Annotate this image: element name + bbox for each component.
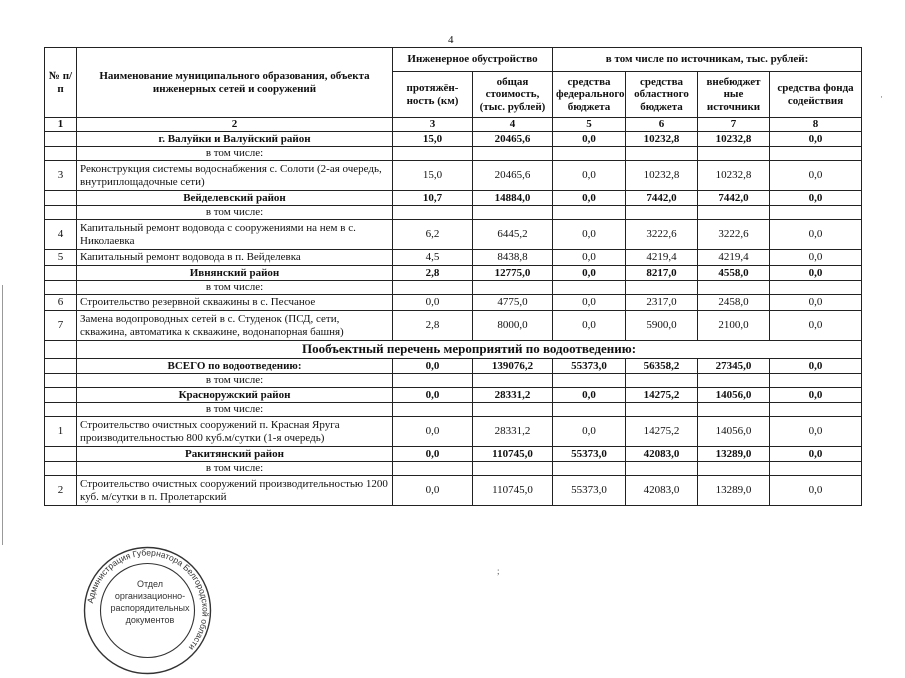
empty-cell — [770, 403, 862, 417]
length-cell: 0,0 — [393, 417, 473, 447]
offbudget-cell: 2100,0 — [698, 311, 770, 341]
fund-cell: 0,0 — [770, 191, 862, 206]
total-cost-cell: 12775,0 — [473, 266, 553, 281]
subheading-row — [45, 281, 862, 295]
header-colnum-3: 3 — [393, 118, 473, 132]
header-colnum-6: 6 — [626, 118, 698, 132]
item-name: Замена водопроводных сетей в с. Студенок (ПСД, сети, скважина, автоматика к скважине, водонапорная башня) — [77, 311, 393, 341]
empty-cell — [393, 281, 473, 295]
empty-cell — [393, 374, 473, 388]
subheading-label: в том числе: — [77, 403, 393, 417]
offbudget-cell: 10232,8 — [698, 161, 770, 191]
federal-cell: 0,0 — [553, 161, 626, 191]
header-federal: средства федерального бюджета — [553, 72, 626, 118]
empty-cell — [698, 147, 770, 161]
length-cell: 4,5 — [393, 250, 473, 266]
federal-cell: 55373,0 — [553, 359, 626, 374]
scan-edge-line — [2, 285, 3, 545]
fund-cell: 0,0 — [770, 250, 862, 266]
empty-cell — [698, 206, 770, 220]
length-cell: 10,7 — [393, 191, 473, 206]
length-cell: 0,0 — [393, 476, 473, 506]
stamp-ring-text: Администрация Губернатора Белгородской области — [84, 547, 211, 653]
length-cell: 15,0 — [393, 132, 473, 147]
fund-cell: 0,0 — [770, 359, 862, 374]
empty-cell — [393, 462, 473, 476]
district-row — [45, 388, 862, 403]
empty-cell — [553, 462, 626, 476]
row-num: 2 — [45, 476, 77, 506]
district-name: Вейделевский район — [77, 191, 393, 206]
fund-cell: 0,0 — [770, 161, 862, 191]
row-num — [45, 359, 77, 374]
regional-cell: 10232,8 — [626, 132, 698, 147]
stamp-line-2: организационно- — [114, 591, 186, 601]
federal-cell: 0,0 — [553, 220, 626, 250]
header-colnum-7: 7 — [698, 118, 770, 132]
regional-cell: 42083,0 — [626, 447, 698, 462]
length-cell: 0,0 — [393, 388, 473, 403]
empty-cell — [553, 147, 626, 161]
header-total: общая стоимость, (тыс. рублей) — [473, 72, 553, 118]
header-name: Наименование муниципального образования, объекта инженерных сетей и сооружений — [77, 48, 393, 118]
regional-cell: 10232,8 — [626, 161, 698, 191]
empty-cell — [770, 206, 862, 220]
section-row — [45, 341, 862, 359]
row-num: 5 — [45, 250, 77, 266]
row-num: 7 — [45, 311, 77, 341]
section-title: Пообъектный перечень мероприятий по водоотведению: — [77, 341, 862, 359]
empty-cell — [626, 403, 698, 417]
subheading-row — [45, 147, 862, 161]
federal-cell: 0,0 — [553, 311, 626, 341]
stamp-line-3: распорядительных — [110, 603, 190, 613]
scan-dot: · — [880, 92, 883, 102]
empty-cell — [626, 374, 698, 388]
length-cell: 0,0 — [393, 447, 473, 462]
district-name: Ивнянский район — [77, 266, 393, 281]
item-row — [45, 250, 862, 266]
offbudget-cell: 14056,0 — [698, 388, 770, 403]
row-num — [45, 206, 77, 220]
item-row — [45, 476, 862, 506]
header-offbudget: внебюджет ные источники — [698, 72, 770, 118]
district-row — [45, 266, 862, 281]
federal-cell: 0,0 — [553, 295, 626, 311]
length-cell: 0,0 — [393, 359, 473, 374]
offbudget-cell: 14056,0 — [698, 417, 770, 447]
item-name: Реконструкция системы водоснабжения с. Солоти (2-ая очередь, внутриплощадочные сети) — [77, 161, 393, 191]
federal-cell: 0,0 — [553, 388, 626, 403]
header-engineering: Инженерное обустройство — [393, 48, 553, 72]
fund-cell: 0,0 — [770, 266, 862, 281]
fund-cell: 0,0 — [770, 388, 862, 403]
empty-cell — [473, 403, 553, 417]
empty-cell — [473, 462, 553, 476]
row-num — [45, 147, 77, 161]
empty-cell — [473, 281, 553, 295]
federal-cell: 0,0 — [553, 417, 626, 447]
subheading-label: в том числе: — [77, 374, 393, 388]
fund-cell: 0,0 — [770, 311, 862, 341]
offbudget-cell: 4219,4 — [698, 250, 770, 266]
header-colnum-8: 8 — [770, 118, 862, 132]
empty-cell — [553, 281, 626, 295]
row-num — [45, 388, 77, 403]
total-cost-cell: 8438,8 — [473, 250, 553, 266]
empty-cell — [473, 374, 553, 388]
scan-dot: ; — [497, 566, 500, 576]
total-cost-cell: 28331,2 — [473, 388, 553, 403]
length-cell: 2,8 — [393, 311, 473, 341]
empty-cell — [770, 281, 862, 295]
item-row — [45, 161, 862, 191]
stamp-line-1: Отдел — [136, 579, 164, 589]
row-num — [45, 281, 77, 295]
item-name: Капитальный ремонт водовода с сооружениями на нем в с. Николаевка — [77, 220, 393, 250]
empty-cell — [553, 206, 626, 220]
offbudget-cell: 4558,0 — [698, 266, 770, 281]
empty-cell — [393, 206, 473, 220]
subheading-row — [45, 206, 862, 220]
item-name: Строительство очистных сооружений производительностью 1200 куб. м/сутки в п. Пролетарский — [77, 476, 393, 506]
funding-table — [44, 47, 862, 506]
empty-cell — [553, 403, 626, 417]
total-cost-cell: 6445,2 — [473, 220, 553, 250]
regional-cell: 3222,6 — [626, 220, 698, 250]
item-row — [45, 417, 862, 447]
item-name: Строительство резервной скважины в с. Песчаное — [77, 295, 393, 311]
fund-cell: 0,0 — [770, 417, 862, 447]
empty-cell — [770, 147, 862, 161]
item-row — [45, 220, 862, 250]
empty-cell — [626, 147, 698, 161]
federal-cell: 0,0 — [553, 266, 626, 281]
offbudget-cell: 27345,0 — [698, 359, 770, 374]
total-cost-cell: 4775,0 — [473, 295, 553, 311]
fund-cell: 0,0 — [770, 447, 862, 462]
row-num — [45, 462, 77, 476]
subheading-row — [45, 374, 862, 388]
header-colnum-5: 5 — [553, 118, 626, 132]
empty-cell — [698, 403, 770, 417]
length-cell: 0,0 — [393, 295, 473, 311]
empty-cell — [393, 147, 473, 161]
total-cost-cell: 110745,0 — [473, 476, 553, 506]
row-num: 1 — [45, 417, 77, 447]
office-stamp — [80, 543, 215, 678]
page-number: 4 — [448, 34, 454, 46]
empty-cell — [698, 281, 770, 295]
empty-cell — [626, 462, 698, 476]
regional-cell: 42083,0 — [626, 476, 698, 506]
federal-cell: 0,0 — [553, 250, 626, 266]
header-regional: средства областного бюджета — [626, 72, 698, 118]
empty-cell — [626, 206, 698, 220]
length-cell: 2,8 — [393, 266, 473, 281]
offbudget-cell: 13289,0 — [698, 447, 770, 462]
empty-cell — [473, 147, 553, 161]
length-cell: 6,2 — [393, 220, 473, 250]
subheading-row — [45, 403, 862, 417]
row-num: 4 — [45, 220, 77, 250]
fund-cell: 0,0 — [770, 220, 862, 250]
empty-cell — [393, 403, 473, 417]
empty-cell — [626, 281, 698, 295]
regional-cell: 5900,0 — [626, 311, 698, 341]
row-num: 6 — [45, 295, 77, 311]
row-num — [45, 447, 77, 462]
empty-cell — [473, 206, 553, 220]
offbudget-cell: 13289,0 — [698, 476, 770, 506]
total-cost-cell: 8000,0 — [473, 311, 553, 341]
offbudget-cell: 2458,0 — [698, 295, 770, 311]
header-colnum-4: 4 — [473, 118, 553, 132]
federal-cell: 0,0 — [553, 132, 626, 147]
row-num — [45, 403, 77, 417]
federal-cell: 55373,0 — [553, 447, 626, 462]
total-cost-cell: 28331,2 — [473, 417, 553, 447]
regional-cell: 14275,2 — [626, 388, 698, 403]
header-num: № п/п — [45, 48, 77, 118]
row-num — [45, 191, 77, 206]
total-cost-cell: 110745,0 — [473, 447, 553, 462]
subheading-row — [45, 462, 862, 476]
row-num — [45, 341, 77, 359]
subheading-label: в том числе: — [77, 147, 393, 161]
regional-cell: 56358,2 — [626, 359, 698, 374]
federal-cell: 0,0 — [553, 191, 626, 206]
subheading-label: в том числе: — [77, 462, 393, 476]
subheading-label: в том числе: — [77, 206, 393, 220]
district-row — [45, 191, 862, 206]
total-cost-cell: 139076,2 — [473, 359, 553, 374]
regional-cell: 7442,0 — [626, 191, 698, 206]
district-name: ВСЕГО по водоотведению: — [77, 359, 393, 374]
federal-cell: 55373,0 — [553, 476, 626, 506]
empty-cell — [698, 462, 770, 476]
empty-cell — [770, 374, 862, 388]
regional-cell: 14275,2 — [626, 417, 698, 447]
district-name: Красноружский район — [77, 388, 393, 403]
total-cost-cell: 14884,0 — [473, 191, 553, 206]
item-name: Строительство очистных сооружений п. Красная Яруга производительностью 800 куб.м/сутки (1-я очередь) — [77, 417, 393, 447]
item-row — [45, 311, 862, 341]
row-num — [45, 132, 77, 147]
district-row — [45, 132, 862, 147]
row-num: 3 — [45, 161, 77, 191]
empty-cell — [698, 374, 770, 388]
district-name: г. Валуйки и Валуйский район — [77, 132, 393, 147]
fund-cell: 0,0 — [770, 295, 862, 311]
length-cell: 15,0 — [393, 161, 473, 191]
offbudget-cell: 3222,6 — [698, 220, 770, 250]
regional-cell: 2317,0 — [626, 295, 698, 311]
empty-cell — [553, 374, 626, 388]
district-row — [45, 447, 862, 462]
fund-cell: 0,0 — [770, 476, 862, 506]
header-colnum-1: 1 — [45, 118, 77, 132]
regional-cell: 8217,0 — [626, 266, 698, 281]
item-row — [45, 295, 862, 311]
item-name: Капитальный ремонт водовода в п. Вейделевка — [77, 250, 393, 266]
header-fund: средства фонда содействия — [770, 72, 862, 118]
header-colnum-2: 2 — [77, 118, 393, 132]
district-name: Ракитянский район — [77, 447, 393, 462]
header-length: протяжён-ность (км) — [393, 72, 473, 118]
empty-cell — [770, 462, 862, 476]
stamp-line-4: документов — [125, 615, 175, 625]
total-cost-cell: 20465,6 — [473, 161, 553, 191]
subheading-label: в том числе: — [77, 281, 393, 295]
row-num — [45, 266, 77, 281]
district-row — [45, 359, 862, 374]
header-sources: в том числе по источникам, тыс. рублей: — [553, 48, 862, 72]
total-cost-cell: 20465,6 — [473, 132, 553, 147]
row-num — [45, 374, 77, 388]
regional-cell: 4219,4 — [626, 250, 698, 266]
fund-cell: 0,0 — [770, 132, 862, 147]
offbudget-cell: 10232,8 — [698, 132, 770, 147]
offbudget-cell: 7442,0 — [698, 191, 770, 206]
